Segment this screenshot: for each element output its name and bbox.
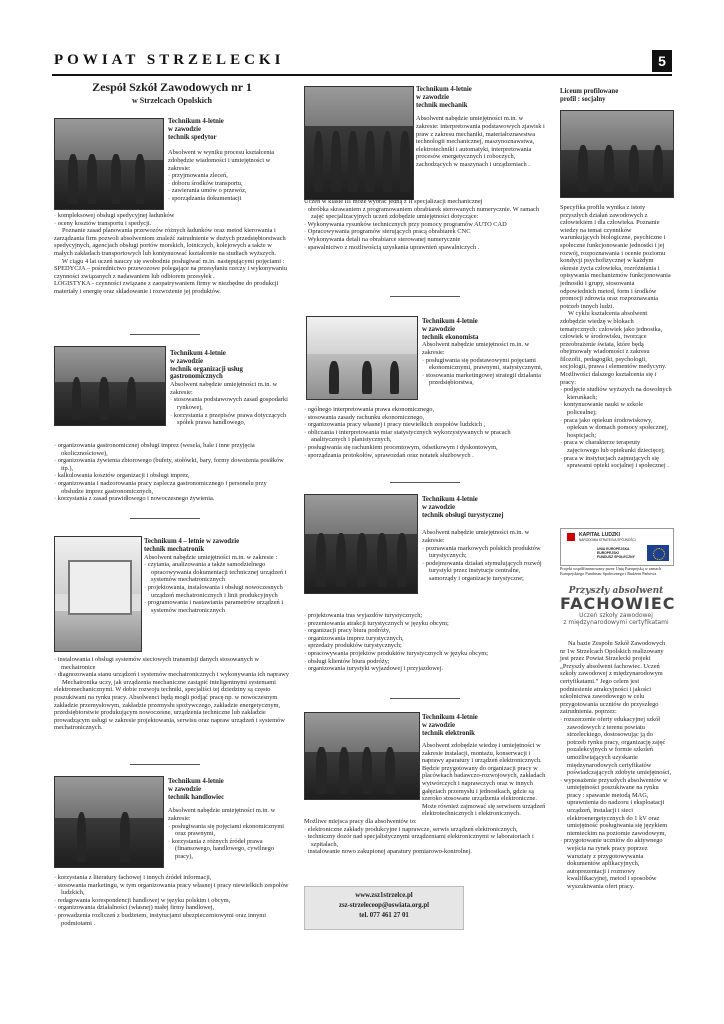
mechanik-body <box>304 198 546 251</box>
list-item: · praca w charakterze terapeuty zajęciowego lub opiekunki dziecięcej; <box>560 439 672 454</box>
kapital-ludzki-logo <box>567 533 575 541</box>
spedytor-section <box>168 118 290 203</box>
list-item: · ogólnego interpretowania prawa ekonomicznego, <box>304 406 546 414</box>
mechatronik-body <box>54 656 290 732</box>
list-item: · opracowywania projektów produktów turystycznych w języku obcym; <box>304 650 546 658</box>
list-item: · poznawania markowych polskich produktów turystycznych; <box>422 545 546 560</box>
list-item: · wyposażenie przyszłych absolwentów w umiejętności poszukiwane na rynku pracy : spawanie metodą MAG, uprawnienia do nadzoru i eksploatacji urządzeń, instalacji i sieci elektroenergetycznych do 1 kV oraz umiejętność posługiwania się językiem niemieckim na poziomie zawodowym, <box>560 777 672 838</box>
list-item: · spawalnictwo z możliwością uzyskania uprawnień spawalniczych . <box>304 244 546 252</box>
paragraph: W cyklu kształcenia absolwent zdobędzie wiedzę w blokach tematycznych: człowiek jako jednostka, człowiek w środowisku, tworzące przeobrażenie świata, które będą obejmowały wiadomości z zakresu filozofii, pedagogiki, psychologii, socjologii, prawa i elementów medycyny. <box>560 310 667 371</box>
website-link[interactable]: www.zsz1strzelce.pl <box>355 892 413 899</box>
list-item: · prowadzenia rozliczeń z budżetem, instytucjami ubezpieczeniowymi oraz innymi podmiotami . <box>54 912 290 927</box>
list-item: · kalkulowania kosztów organizacji i obsługi imprez, <box>54 472 290 480</box>
list-item: · sporządzania dokumentacji <box>168 195 290 203</box>
handlowiec-title: Technikum 4-letnie w zawodzie technik handlowiec <box>168 778 225 801</box>
turystyka-body <box>304 612 546 673</box>
list-item: · obróbka skrawaniem z programowaniem obrabiarek sterowanych numerycznie. W ramach zajęć specjalizacyjnych uczeń zdobędzie umiejętności dotyczące: <box>304 206 546 221</box>
elektronik-section <box>422 714 546 737</box>
paragraph: Poznanie zasad planowania przewozów różnych ładunków oraz metod kierowania i zarządzania firm pozwoli absolwentom znaleźć zatrudnienie w dużych przedsiębiorstwach spedycyjnych, agencjach obsługi portów morskich, lotniczych, kolejowych a także w małych zakładach transportowych lub kontynuować kształcenie na studiach wyższych. <box>54 227 286 257</box>
list-item: · stosowania podstawowych zasad gospodarki rynkowej, <box>170 396 290 411</box>
mechatronik-lead: Absolwent nabędzie umiejętności m.in. w zakresie : <box>144 553 278 561</box>
list-item: · zawierania umów o przewóz, <box>168 187 290 195</box>
list-item: · stosowania marketingowej strategii działania przedsiębiorstwa, <box>422 372 546 387</box>
fachowiec-line4: z międzynarodowymi certyfikatami <box>563 619 669 626</box>
photo-liceum <box>560 110 674 198</box>
photo-ekonomista <box>306 316 418 400</box>
photo-turystyka <box>304 494 418 594</box>
list-item: · posługiwania się podstawowymi pojęciami ekonomicznymi, prawnymi, statystycznymi, <box>422 357 546 372</box>
list-item: · rozszerzenie oferty edukacyjnej szkół zawodowych z terenu powiatu strzeleckiego, dostosowując ją do potrzeb rynku pracy, organizację zajęć pozalekcyjnych w formie szkoleń umożliwiających uzyskanie międzynarodowych certyfikatów poświadczających zdobyte umiejętności, <box>560 716 672 777</box>
paragraph: Specyfika profilu wynika z istoty przyszłych działań zawodowych z człowiekiem i dla człowieka. Poznanie wiedzy na temat czynników warunkujących biologiczne, psychiczne i społeczne funkcjonowanie jednostki i jej rozwój, rozpoznawania i ocenie poziomu kondycji psychofizycznej w każdym okresie życia człowieka, rozróżniania i opisywania mechanizmów funkcjonowania jednostki i grupy, stosowania odpowiednich metod, form i środków promocji zdrowia oraz rozpoznawania potrzeb innych ludzi. <box>560 204 671 310</box>
list-item: · posługiwania się pojęciami ekonomicznymi oraz prawnymi, <box>168 823 290 838</box>
list-item: · diagnozowania stanu urządzeń i systemów mechatronicznych i wykonywania ich naprawy <box>54 671 290 679</box>
gastro-lead: Absolwent nabędzie umiejętności m.in. w zakresie: <box>170 381 278 396</box>
list-item: · stosowania marketingu, w tym organizowania pracy własnej i pracy niewielkich zespołów ludzkich, <box>54 882 290 897</box>
paragraph: LOGISTYKA - czynności związane z zaopatrywaniem firmy w niezbędne do produkcji materiały i energię oraz składowanie i rozwożenie jej produktów. <box>54 280 279 295</box>
handlowiec-section <box>168 778 290 861</box>
ekonomista-title: Technikum 4-letnie w zawodzie technik ekonomista <box>422 318 479 341</box>
spedytor-body <box>54 212 290 296</box>
paragraph: Uczeń w klasie III może wybrać jedną z II specjalizacji mechanicznej <box>304 198 483 205</box>
list-item: · posługiwania się rachunkiem procentowym, odsetkowym i dyskontowym, <box>304 444 546 452</box>
fachowiec-line1: Przyszły absolwent <box>568 586 664 596</box>
email-link[interactable]: zsz-strzeleceop@oswiata.org.pl <box>338 902 430 909</box>
mechanik-title: Technikum 4-letnie w zawodzie technik mechanik <box>416 86 472 109</box>
list-item: · organizacji pracy biura podróży, <box>304 627 546 635</box>
liceum-section <box>560 88 672 104</box>
divider <box>390 482 460 483</box>
turystyka-title: Technikum 4-letnie w zawodzie technik obsługi turystycznej <box>422 496 504 519</box>
elektronik-title: Technikum 4-letnie w zawodzie technik elektronik <box>422 714 478 737</box>
paragraph: Absolwent zdobędzie wiedzę i umiejętności w zakresie instalacji, montażu, konserwacji i naprawy aparatury i urządzeń elektronicznych. Będzie przygotowany do organizacji pracy w placówkach badawczo-rozwojowych, zakładach wytwórczych i naprawczych oraz w innych gałęziach przemysłu i jednostkach, gdzie są szeroko stosowane urządzenia elektroniczne. Może również zajmować się serwisem urządzeń elektrotechnicznych i elektronicznych. <box>422 742 546 818</box>
mechanik-lead: Absolwent nabędzie umiejętności m.in. w zakresie: interpretowania podstawowych zjawisk i praw z zakresu mechaniki, materiałoznawstwa technologii mechanicznej, maszynoznawstwa, elektrotechniki i automatyki, interpretowania procesów energetycznych i roboczych, zachodzących w maszynach i urządzeniach . <box>416 115 545 168</box>
list-item: · projektowania tras wyjazdów turystycznych; <box>304 612 546 620</box>
list-item: · praca w instytucjach zajmujących się sprawami opieki socjalnej i społecznej . <box>560 455 672 470</box>
list-item: · obliczania i interpretowania miar statystycznych wykorzystywanych w pracach analitycznych i planistycznych, <box>304 429 546 444</box>
list-item: · korzystania z różnych źródeł prawa (finansowego, handlowego, cywilnego pracy), <box>168 838 290 861</box>
list-item: · korzystania z przepisów prawa dotyczących spółek prawa handlowego, <box>170 412 290 427</box>
turystyka-section <box>422 496 546 583</box>
list-item: · sporządzania protokołów, sprawozdań oraz notatek służbowych . <box>304 452 546 460</box>
handlowiec-body <box>54 874 290 927</box>
kapital-ludzki-subtext: NARODOWA STRATEGIA SPÓJNOŚCI <box>579 538 636 542</box>
eu-logos <box>560 528 674 566</box>
newspaper-title: POWIAT STRZELECKI <box>54 52 285 68</box>
elektronik-body <box>304 742 546 856</box>
page-header <box>52 50 672 76</box>
projekt-section <box>560 640 672 891</box>
list-item: · przygotowanie uczniów do aktywnego wejścia na rynek pracy poprzez warsztaty z przygotowywania dokumentów aplikacyjnych, autoprezentacji i rozmowy kwalifikacyjnej, metod i sposobów wyszukiwania ofert pracy. <box>560 837 672 890</box>
list-item: · instalowanie nowo zakupionej aparatury pomiarowo-kontrolnej. <box>304 848 546 856</box>
list-item: · Opracowywania programów sterujących pracą obrabiarek CNC <box>304 228 546 236</box>
paragraph: W ciągu 4 lat uczeń nauczy się swobodnie posługiwać m.in. następującymi pojęciami : <box>62 257 285 265</box>
list-item: · korzystania z zasad prawidłowego i nowoczesnego żywienia. <box>54 495 290 503</box>
turystyka-lead: Absolwent nabędzie umiejętności m.in. w zakresie: <box>422 529 530 544</box>
list-item: · prezentowania atrakcji turystycznych w języku obcym; <box>304 620 546 628</box>
fachowiec-line2: FACHOWIEC <box>560 594 676 613</box>
list-item: · oceny kosztów transportu i spedycji. <box>54 220 290 228</box>
liceum-title: Liceum profilowane profil : socjalny <box>560 88 619 103</box>
list-item: · praca jako opiekun środowiskowy, opiekun w domach pomocy społecznej, hospicjach; <box>560 417 672 440</box>
list-item: · Wykonywania detali na obrabiarce sterowanej numerycznie <box>304 236 546 244</box>
spedytor-list-a <box>168 172 290 202</box>
photo-mechatronik <box>54 536 142 652</box>
list-item: · organizowania turystyki wyjazdowej i przyjazdowej. <box>304 665 546 673</box>
paragraph: Możliwe miejsca pracy dla absolwentów to: <box>304 817 417 825</box>
ekonomista-section <box>422 318 546 387</box>
photo-mechanik <box>304 86 414 200</box>
list-item: · doboru środków transportu, <box>168 180 290 188</box>
list-item: · czytania, analizowania a także samodzielnego opracowywania dokumentacji technicznej urządzeń i systemów mechatronicznych <box>144 561 290 584</box>
ekonomista-lead: Absolwent nabędzie umiejętności m.in. w zakresie: <box>422 341 530 356</box>
liceum-body <box>560 204 672 470</box>
list-item: · organizowania i nadzorowania pracy zaplecza gastronomicznego i personelu przy obsłudze imprez gastronomicznych, <box>54 480 290 495</box>
ekonomista-body <box>304 406 546 459</box>
divider <box>390 296 460 297</box>
list-item: · kompleksowej obsługi spedycyjnej ładunków <box>54 212 290 220</box>
list-item: · stosowania zasady rachunku ekonomicznego, <box>304 414 546 422</box>
list-item: · podjęcie studiów wyższych na dowolnych kierunkach; <box>560 386 672 401</box>
list-item: · kontynuowanie nauki w szkole policealnej; <box>560 401 672 416</box>
divider <box>130 764 200 765</box>
list-item: · organizowania imprez turystycznych, <box>304 635 546 643</box>
paragraph: Mechatronika uczy, jak urządzenia mechaniczne zastąpić inteligentnymi systemami elektromechanicznymi. W dobie rozwoju techniki, specjaliści tej dziedziny są często poszukiwani na rynku pracy. Absolwenci będą mogli podjąć pracę np. w nowoczesnym zakładzie przemysłowym, zakładzie przemysłu spożywczego, zakładzie energetycznym, przedsiębiorstwie produkującym nowoczesne, urządzenia techniczne lub zakładzie prowadzącym usługi w zakresie projektowania, serwisu oraz napraw urządzeń i systemów mechatronicznych. <box>54 678 285 732</box>
list-item: · organizowania pracy własnej i pracy niewielkich zespołów ludzkich , <box>304 421 546 429</box>
mechatronik-title: Technikum 4 – letnie w zawodzie technik mechatronik <box>144 538 240 553</box>
handlowiec-lead: Absolwent nabędzie umiejętności m.in. w zakresie: <box>168 807 276 822</box>
divider <box>390 698 460 699</box>
eu-note: Projekt współfinansowany przez Unię Europejską w ramach Europejskiego Funduszu Społecznego i Budżetu Państwa <box>560 566 662 576</box>
list-item: · podejmowania działań stymulujących rozwój turystyki przez instytucje centralne, samorządy i organizacje turystyczne; <box>422 560 546 583</box>
fachowiec-line3: Uczeń szkoły zawodowej <box>579 612 653 619</box>
list-item: · korzystania z literatury fachowej i innych źródeł informacji, <box>54 874 290 882</box>
paragraph: Na bazie Zespołu Szkół Zawodowych nr 1w Strzelcach Opolskich realizowany jest przez Powiat Strzelecki projekt „Przyszły absolwent fachowiec. Uczeń szkoły zawodowej z międzynarodowym certyfikatami.” Jego celem jest podniesienie atrakcyjności i jakości szkolnictwa zawodowego w celu przygotowania uczniów do przyszłego zatrudnienia. poprzez: <box>560 640 666 716</box>
list-item: · elektroniczne zakłady produkcyjne i naprawcze, serwis urządzeń elektronicznych, <box>304 826 546 834</box>
list-item: · sprzedaży produktów turystycznych; <box>304 642 546 650</box>
mechatronik-section <box>144 538 290 614</box>
list-item: · organizowania żywienia zbiorowego (bufety, stołówki, bary, formy dowożenia posiłków itp.), <box>54 457 290 472</box>
list-item: · przyjmowania zleceń, <box>168 172 290 180</box>
photo-handlowiec <box>54 776 164 868</box>
list-item: · organizowania gastronomicznej obsługi imprez (wesela, bale i inne przyjęcia okolicznościowe), <box>54 442 290 457</box>
list-item: · Wykonywania rysunków technicznych przy pomocy programów AUTO CAD <box>304 221 546 229</box>
article-title: Zespół Szkół Zawodowych nr 1 <box>92 80 252 94</box>
phone-number: tel. 077 461 27 01 <box>359 912 409 919</box>
list-item: · organizowania działalności (własnej) małej firmy handlowej, <box>54 904 290 912</box>
paragraph: Możliwości dalszego kształcenia się i pracy: <box>560 371 657 386</box>
list-item: · obsługi klientów biura podróży; <box>304 658 546 666</box>
divider <box>130 334 200 335</box>
page-number: 5 <box>652 50 672 72</box>
list-item: · instalowania i obsługi systemów sieciowych transmisji danych stosowanych w mechatronice <box>54 656 290 671</box>
list-item: · techniczny dozór nad specjalistycznymi urządzeniami elektronicznymi w laboratoriach i szpitalach, <box>304 833 546 848</box>
photo-spedytor <box>54 118 164 210</box>
list-item: · projektowania, instalowania i obsługi nowoczesnych urządzeń mechatronicznych i linii produkcyjnych <box>144 584 290 599</box>
list-item: · programowania i nastawiania parametrów urządzeń i systemów mechatronicznych <box>144 599 290 614</box>
contact-box <box>304 886 464 930</box>
list-item: · redagowania korespondencji handlowej w języku polskim i obcym, <box>54 897 290 905</box>
photo-gastronomia <box>54 346 166 426</box>
fachowiec-logo <box>560 586 676 638</box>
mechanik-section <box>416 86 546 169</box>
spedytor-lead: Absolwent w wyniku procesu kształcenia zdobędzie wiadomości i umiejętności w zakresie: <box>168 149 275 172</box>
gastro-body <box>54 442 290 503</box>
spedytor-title: Technikum 4-letnie w zawodzie technik spedytor <box>168 118 224 141</box>
eu-flag-icon <box>647 545 669 561</box>
kapital-ludzki-text: KAPITAŁ LUDZKI <box>579 532 621 538</box>
divider <box>130 518 200 519</box>
gastro-section <box>170 350 290 427</box>
article-subtitle: w Strzelcach Opolskich <box>132 96 212 105</box>
paragraph: SPEDYCJA – pośrednictwo przewozowe polegające na przesyłaniu rzeczy i wykonywaniu czynności związanych z nadawaniem lub odbiorem przesyłek . <box>54 265 288 280</box>
gastro-title: Technikum 4-letnie w zawodzie technik organizacji usług gastronomicznych <box>170 350 243 381</box>
unia-text: UNIA EUROPEJSKA EUROPEJSKI FUNDUSZ SPOŁECZNY <box>597 547 635 559</box>
